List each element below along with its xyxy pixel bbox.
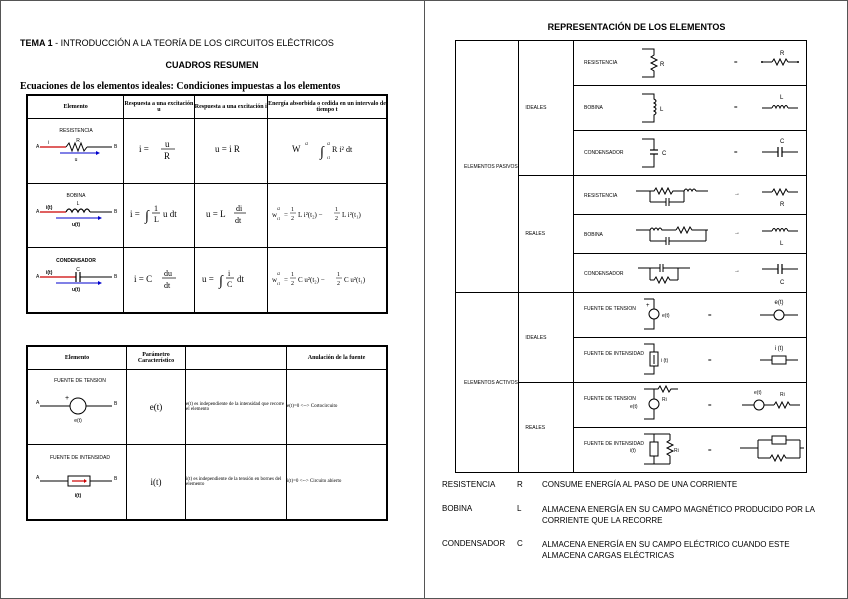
svg-text:i(t): i(t) [45,204,53,211]
header-blank [186,346,287,370]
svg-text:RESISTENCIA: RESISTENCIA [58,128,93,135]
svg-text:e(t): e(t) [754,390,762,396]
source-cell-intensidad [27,444,127,520]
condensador-i-formula [124,248,194,313]
svg-text:e(t): e(t) [662,313,670,319]
svg-text:L: L [780,95,784,101]
svg-text:e(t): e(t) [774,300,784,306]
svg-text:FUENTE DE INTENSIDAD: FUENTE DE INTENSIDAD [584,441,645,447]
capacitor-circuit-icon [30,250,122,306]
svg-text:A: A [36,475,40,482]
svg-text:L: L [660,107,664,113]
legend-resistencia-desc: CONSUME ENERGÍA AL PASO DE UNA CORRIENTE [542,480,738,489]
resistor-circuit-icon [30,120,122,176]
svg-text:1: 1 [337,272,340,279]
svg-text:i =: i = [129,209,140,220]
svg-text:R i² dt: R i² dt [332,144,353,154]
rep-row-real-fuente-tension [574,383,807,428]
svg-text:2: 2 [337,281,340,288]
svg-text:L: L [780,241,784,247]
svg-text:t2: t2 [277,206,281,212]
svg-text:t2: t2 [305,140,309,146]
rep-row-real-bobina [574,215,807,254]
representation-table [455,40,807,473]
svg-text:C: C [662,151,667,157]
svg-text:R: R [780,202,785,208]
legend-resistencia-name: RESISTENCIA [442,480,496,489]
svg-text:w: w [272,276,278,285]
svg-text:R: R [660,62,665,68]
svg-text:dt: dt [236,274,244,285]
svg-text:→: → [734,268,740,274]
svg-text:FUENTE DE INTENSIDAD: FUENTE DE INTENSIDAD [584,351,645,357]
svg-text:di: di [235,204,242,214]
svg-text:BOBINA: BOBINA [584,105,603,111]
svg-text:CONDENSADOR: CONDENSADOR [584,271,624,277]
svg-text:u dt: u dt [162,209,177,220]
svg-text:CONDENSADOR: CONDENSADOR [584,150,624,156]
svg-text:FUENTE DE INTENSIDAD: FUENTE DE INTENSIDAD [49,455,111,462]
legend-condensador-name: CONDENSADOR [442,539,506,548]
ideal-elements-table [26,94,388,314]
svg-text:dt: dt [163,281,171,291]
svg-text:=: = [734,150,738,156]
svg-text:B: B [113,208,117,215]
header-resp-u: Respuesta a una excitación u [124,95,194,119]
svg-text:i (t): i (t) [661,358,669,364]
ecuaciones-heading: Ecuaciones de los elementos ideales: Condiciones impuestas a los elementos [20,81,341,92]
svg-text:i (t): i (t) [774,346,784,352]
svg-text:Ri: Ri [780,392,785,398]
resistencia-i-formula [124,119,194,184]
svg-text:FUENTE DE TENSION: FUENTE DE TENSION [54,378,106,385]
svg-text:u = i R: u = i R [214,143,240,154]
svg-text:=: = [708,403,712,409]
svg-text:RESISTENCIA: RESISTENCIA [584,193,618,199]
svg-text:u(t): u(t) [71,221,80,228]
anul-tension: e(t)=0 <--> Cortocircuito [287,370,388,445]
svg-text:FUENTE DE TENSION: FUENTE DE TENSION [584,306,636,312]
svg-text:1: 1 [335,207,338,214]
svg-text:=: = [708,313,712,319]
svg-text:L i²(t₁): L i²(t₁) [342,211,361,220]
svg-text:=: = [284,211,288,220]
svg-text:t1: t1 [277,281,281,287]
svg-text:u: u [74,157,78,164]
resistencia-energy-formula [268,119,388,184]
svg-text:BOBINA: BOBINA [584,232,603,238]
tema-heading: TEMA 1 - INTRODUCCIÓN A LA TEORÍA DE LOS CIRCUITOS ELÉCTRICOS [20,38,334,48]
bobina-energy-formula [268,183,388,248]
resistencia-u-formula [194,119,268,184]
svg-text:i = C: i = C [133,274,152,285]
rep-row-ideal-fuente-intensidad [574,338,807,383]
svg-text:B: B [114,476,118,483]
element-cell-resistencia [27,119,124,184]
svg-text:A: A [35,208,39,215]
desc-intensidad: i(t) es independiente de la tensión en bornes del elemento [186,444,287,520]
svg-text:A: A [36,400,40,407]
svg-text:i: i [47,140,49,147]
header-anulacion: Anulación de la fuente [287,346,388,370]
svg-text:L: L [76,200,80,207]
svg-text:B: B [113,273,117,280]
legend-bobina-desc: ALMACENA ENERGÍA EN SU CAMPO MAGNÉTICO PRODUCIDO POR LA CORRIENTE QUE LA RECORRE [542,505,815,525]
svg-text:C u²(t₁): C u²(t₁) [344,276,366,285]
svg-text:=: = [284,276,288,285]
svg-text:∫: ∫ [144,209,149,225]
rep-row-ideal-bobina [574,86,807,131]
legend-bobina-sym: L [517,504,522,513]
svg-text:i =: i = [138,143,149,154]
svg-text:=: = [734,105,738,111]
svg-text:e(t): e(t) [630,404,638,410]
svg-text:i(t): i(t) [74,493,82,500]
svg-text:w: w [272,211,278,220]
svg-text:FUENTE DE TENSION: FUENTE DE TENSION [584,396,636,402]
svg-text:2: 2 [291,281,294,288]
header-elemento-2: Elemento [27,346,127,370]
svg-text:u: u [164,138,170,149]
header-resp-i: Respuesta a una excitación i [194,95,268,119]
svg-text:R: R [780,51,785,57]
param-intensidad: i(t) [127,444,186,520]
svg-text:Ri: Ri [662,397,667,403]
svg-text:BOBINA: BOBINA [66,192,86,199]
element-cell-bobina [27,183,124,248]
header-parametro: Parámetro Característico [127,346,186,370]
svg-text:i(t): i(t) [630,448,636,454]
svg-text:L i²(t₂) −: L i²(t₂) − [298,211,323,220]
svg-text:→: → [734,230,740,236]
bobina-u-formula [194,183,268,248]
svg-text:∫: ∫ [218,274,223,290]
header-energia: Energía absorbida o cedida en un intervalo de tiempo t [268,95,388,119]
svg-text:=: = [708,448,712,454]
svg-text:du: du [163,269,172,279]
anul-intensidad: i(t)=0 <--> Circuito abierto [287,444,388,520]
legend-condensador-desc: ALMACENA ENERGÍA EN SU CAMPO ELÉCTRICO CUANDO ESTE ALMACENA CARGAS ELÉCTRICAS [542,540,790,560]
legend-resistencia-sym: R [517,480,523,489]
subgroup-reales-pasivos: REALES [519,176,574,293]
svg-text:+: + [65,395,70,403]
svg-text:+: + [646,303,650,309]
svg-text:e(t): e(t) [74,418,82,425]
svg-text:→: → [734,191,740,197]
svg-text:C: C [226,280,233,290]
inductor-circuit-icon [30,185,122,241]
svg-text:L: L [153,215,159,225]
rep-row-real-fuente-intensidad [574,428,807,473]
svg-text:i(t): i(t) [45,269,53,276]
svg-text:C: C [780,280,785,286]
svg-text:R: R [163,150,170,161]
sources-table [26,345,388,521]
svg-text:t1: t1 [277,216,281,222]
svg-text:B: B [114,401,118,408]
rep-row-ideal-condensador [574,131,807,176]
voltage-source-icon [30,370,124,438]
svg-text:A: A [35,273,39,280]
element-cell-condensador [27,248,124,313]
representation-title: REPRESENTACIÓN DE LOS ELEMENTOS [547,22,726,32]
legend-condensador-sym: C [517,539,523,548]
condensador-energy-formula [268,248,388,313]
svg-text:1: 1 [291,207,294,214]
svg-text:t2: t2 [277,271,281,277]
svg-text:u = L: u = L [205,209,226,220]
svg-text:∫: ∫ [320,144,324,160]
svg-text:Ri: Ri [674,448,679,454]
subgroup-ideales-pasivos: IDEALES [519,41,574,176]
svg-text:C: C [780,139,785,145]
rep-row-real-condensador [574,254,807,293]
rep-row-ideal-resistencia [574,41,807,86]
svg-text:1: 1 [291,272,294,279]
subgroup-ideales-activos: IDEALES [519,293,574,383]
group-pasivos: ELEMENTOS PASIVOS [456,41,519,293]
page-divider [424,0,425,599]
svg-text:RESISTENCIA: RESISTENCIA [584,60,618,66]
desc-tension: e(t) es independiente de la intensidad que recorre el elemento [186,370,287,445]
group-activos: ELEMENTOS ACTIVOS [456,293,519,473]
svg-text:u(t): u(t) [71,286,80,293]
source-cell-tension [27,370,127,445]
svg-text:2: 2 [335,216,338,223]
svg-text:C: C [75,266,80,273]
rep-row-real-resistencia [574,176,807,215]
svg-text:=: = [734,60,738,66]
svg-text:i: i [227,269,230,279]
svg-text:B: B [113,144,117,151]
subgroup-reales-activos: REALES [519,383,574,473]
svg-text:W: W [292,143,301,154]
bobina-i-formula [124,183,194,248]
svg-text:CONDENSADOR: CONDENSADOR [55,257,96,264]
svg-text:1: 1 [153,204,158,214]
svg-text:t2: t2 [327,140,331,146]
legend-bobina-name: BOBINA [442,504,473,513]
cuadros-heading: CUADROS RESUMEN [165,60,259,70]
current-source-icon [30,445,124,513]
svg-text:A: A [35,144,39,151]
param-tension: e(t) [127,370,186,445]
svg-text:R: R [75,138,80,145]
header-elemento: Elemento [27,95,124,119]
svg-text:dt: dt [234,216,241,226]
svg-text:=: = [708,358,712,364]
svg-text:2: 2 [291,216,294,223]
svg-text:t1: t1 [327,154,331,160]
svg-text:C u²(t₂) −: C u²(t₂) − [298,276,325,285]
condensador-u-formula [194,248,268,313]
rep-row-ideal-fuente-tension [574,293,807,338]
svg-text:u =: u = [201,274,214,285]
